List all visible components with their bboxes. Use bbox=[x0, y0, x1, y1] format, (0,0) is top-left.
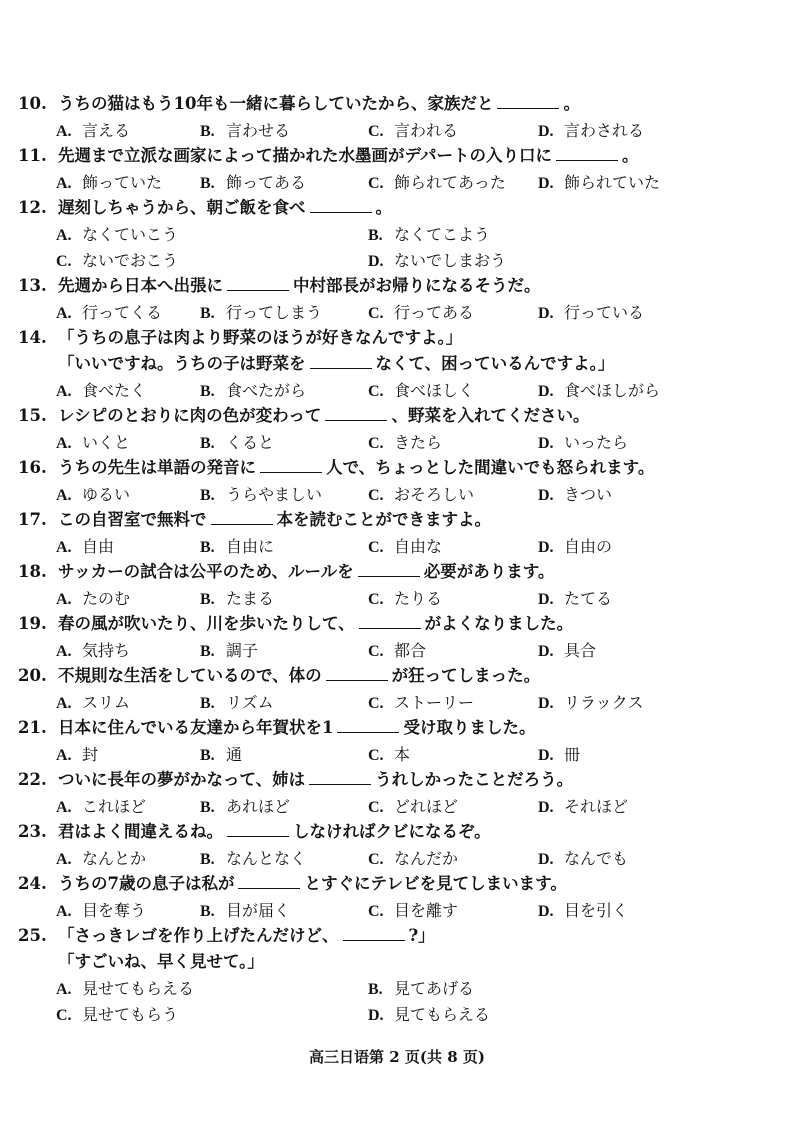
option-text: 行ってある bbox=[394, 303, 475, 322]
option-letter: C. bbox=[56, 253, 72, 270]
stem-text-after: 人で、ちょっとした間違いでも怒られます。 bbox=[326, 458, 655, 477]
answer-option[interactable] bbox=[538, 536, 612, 559]
option-text: 飾っていた bbox=[82, 173, 163, 192]
answer-option[interactable] bbox=[368, 380, 474, 403]
option-text: 目を引く bbox=[564, 901, 629, 920]
option-text: きつい bbox=[564, 485, 613, 504]
option-text: ゆるい bbox=[82, 485, 131, 504]
option-text: 食べたく bbox=[82, 381, 147, 400]
question-stem bbox=[18, 718, 535, 738]
option-text: あれほど bbox=[226, 797, 291, 816]
option-letter: B. bbox=[200, 175, 215, 192]
option-text: 目を奪う bbox=[82, 901, 147, 920]
answer-option[interactable] bbox=[368, 120, 458, 143]
option-letter: B. bbox=[368, 227, 383, 244]
option-text: 自由に bbox=[226, 537, 275, 556]
option-letter: A. bbox=[56, 435, 72, 452]
stem-text-after: とすぐにテレビを見てしまいます。 bbox=[304, 874, 567, 893]
question-stem bbox=[18, 822, 491, 842]
option-letter: D. bbox=[538, 799, 554, 816]
stem-text: 君はよく間違えるね。 bbox=[58, 822, 223, 841]
option-letter: D. bbox=[538, 747, 554, 764]
stem-text: サッカーの試合は公平のため、ルールを bbox=[58, 562, 354, 581]
answer-option[interactable] bbox=[368, 1004, 490, 1027]
option-text: 食べほしく bbox=[394, 381, 475, 400]
question-stem bbox=[18, 562, 554, 582]
option-text: 飾ってある bbox=[226, 173, 307, 192]
option-letter: C. bbox=[368, 643, 384, 660]
option-letter: A. bbox=[56, 487, 72, 504]
option-text: たのむ bbox=[82, 589, 131, 608]
option-text: ないでおこう bbox=[82, 251, 179, 270]
option-text: 気持ち bbox=[82, 641, 131, 660]
answer-option[interactable] bbox=[56, 848, 146, 871]
option-text: なんでも bbox=[564, 849, 629, 868]
question-stem bbox=[18, 510, 491, 530]
stem-text-after: ?」 bbox=[408, 926, 435, 945]
answer-option[interactable] bbox=[200, 900, 290, 923]
option-text: 見せてもらう bbox=[82, 1005, 179, 1024]
option-letter: B. bbox=[200, 799, 215, 816]
option-text: いくと bbox=[82, 433, 131, 452]
stem-text: 「うちの息子は肉より野菜のほうが好きなんですよ。」 bbox=[58, 328, 463, 347]
stem-text-after: 、野菜を入れてください。 bbox=[391, 406, 590, 425]
answer-blank bbox=[309, 770, 371, 785]
answer-option[interactable] bbox=[200, 484, 322, 507]
option-text: ないでしまおう bbox=[394, 251, 507, 270]
stem-text: 日本に住んでいる友達から年賀状を1 bbox=[58, 718, 334, 737]
stem-text: この自習室で無料で bbox=[58, 510, 207, 529]
option-letter: D. bbox=[538, 903, 554, 920]
option-letter: A. bbox=[56, 539, 72, 556]
option-letter: B. bbox=[200, 123, 215, 140]
answer-option[interactable] bbox=[200, 848, 306, 871]
option-letter: C. bbox=[368, 591, 384, 608]
stem-text-after: 。 bbox=[622, 146, 639, 165]
option-letter: A. bbox=[56, 591, 72, 608]
answer-option[interactable] bbox=[56, 250, 178, 273]
answer-option[interactable] bbox=[56, 1004, 178, 1027]
answer-blank bbox=[358, 562, 420, 577]
question-number: 20. bbox=[18, 666, 47, 685]
stem-text: 「すごいね、早く見せて。」 bbox=[58, 952, 264, 971]
option-letter: D. bbox=[538, 175, 554, 192]
option-letter: C. bbox=[368, 799, 384, 816]
option-letter: B. bbox=[200, 305, 215, 322]
question-number: 25. bbox=[18, 926, 47, 945]
answer-option[interactable] bbox=[200, 432, 274, 455]
option-letter: A. bbox=[56, 851, 72, 868]
option-letter: C. bbox=[368, 175, 384, 192]
option-letter: A. bbox=[56, 123, 72, 140]
option-text: 行ってしまう bbox=[226, 303, 323, 322]
option-text: なんだか bbox=[394, 849, 459, 868]
question-number: 17. bbox=[18, 510, 47, 529]
option-text: きたら bbox=[394, 433, 443, 452]
stem-text-after: 本を読むことができますよ。 bbox=[276, 510, 491, 529]
option-text: 飾られてあった bbox=[394, 173, 506, 192]
option-text: 見てあげる bbox=[394, 979, 475, 998]
answer-option[interactable] bbox=[538, 900, 628, 923]
answer-option[interactable] bbox=[56, 744, 98, 767]
option-letter: B. bbox=[200, 539, 215, 556]
option-text: 目を離す bbox=[394, 901, 459, 920]
option-text: たてる bbox=[564, 589, 613, 608]
option-text: 自由 bbox=[82, 537, 115, 556]
option-text: 言える bbox=[82, 121, 131, 140]
answer-option[interactable] bbox=[56, 588, 130, 611]
answer-option[interactable] bbox=[368, 744, 410, 767]
answer-blank bbox=[310, 198, 372, 213]
question-number: 22. bbox=[18, 770, 47, 789]
answer-option[interactable] bbox=[368, 302, 474, 325]
answer-option[interactable] bbox=[538, 588, 612, 611]
stem-text-after: が狂ってしまった。 bbox=[391, 666, 541, 685]
option-letter: D. bbox=[538, 539, 554, 556]
answer-option[interactable] bbox=[538, 120, 644, 143]
option-text: なんとか bbox=[82, 849, 147, 868]
question-stem bbox=[18, 770, 573, 790]
option-letter: A. bbox=[56, 903, 72, 920]
option-text: 封 bbox=[82, 745, 99, 764]
option-letter: D. bbox=[538, 383, 554, 400]
stem-text: うちの先生は単語の発音に bbox=[58, 458, 256, 477]
answer-option[interactable] bbox=[538, 640, 596, 663]
question-stem bbox=[18, 328, 462, 348]
answer-option[interactable] bbox=[200, 380, 306, 403]
option-text: 行っている bbox=[564, 303, 645, 322]
answer-blank bbox=[359, 614, 421, 629]
option-text: うらやましい bbox=[226, 485, 323, 504]
answer-option[interactable] bbox=[368, 900, 458, 923]
option-text: 言われる bbox=[394, 121, 459, 140]
answer-blank bbox=[227, 276, 289, 291]
answer-blank bbox=[211, 510, 273, 525]
option-letter: A. bbox=[56, 981, 72, 998]
question-number: 10. bbox=[18, 94, 47, 113]
answer-option[interactable] bbox=[538, 432, 628, 455]
option-letter: D. bbox=[538, 123, 554, 140]
stem-text: 「さっきレゴを作り上げたんだけど、 bbox=[58, 926, 339, 945]
answer-option[interactable] bbox=[538, 302, 644, 325]
stem-text: 遅刻しちゃうから、朝ご飯を食べ bbox=[58, 198, 306, 217]
question-number: 11. bbox=[18, 146, 47, 165]
option-letter: B. bbox=[200, 695, 215, 712]
answer-option[interactable] bbox=[200, 744, 242, 767]
option-letter: D. bbox=[538, 591, 554, 608]
option-text: なくてこよう bbox=[394, 225, 491, 244]
question-number: 16. bbox=[18, 458, 47, 477]
stem-text-after: がよくなりました。 bbox=[424, 614, 574, 633]
stem-text-after: なくて、困っているんですよ。」 bbox=[375, 354, 615, 373]
stem-text: 先週から日本へ出張に bbox=[58, 276, 223, 295]
stem-text: 不規則な生活をしているので、体の bbox=[58, 666, 322, 685]
option-letter: B. bbox=[200, 591, 215, 608]
answer-option[interactable] bbox=[200, 536, 274, 559]
answer-blank bbox=[556, 146, 618, 161]
answer-option[interactable] bbox=[200, 796, 290, 819]
option-letter: D. bbox=[368, 1007, 384, 1024]
answer-option[interactable] bbox=[368, 172, 506, 195]
answer-option[interactable] bbox=[56, 120, 130, 143]
answer-option[interactable] bbox=[56, 432, 130, 455]
option-text: リラックス bbox=[564, 693, 644, 712]
option-text: リズム bbox=[226, 693, 274, 712]
stem-text: レシピのとおりに肉の色が変わって bbox=[58, 406, 322, 425]
answer-blank bbox=[497, 94, 559, 109]
option-text: 言わされる bbox=[564, 121, 645, 140]
option-text: 食べたがら bbox=[226, 381, 307, 400]
answer-blank bbox=[326, 666, 388, 681]
question-number: 14. bbox=[18, 328, 47, 347]
answer-blank bbox=[310, 354, 372, 369]
answer-option[interactable] bbox=[200, 120, 290, 143]
option-text: くると bbox=[226, 433, 275, 452]
answer-option[interactable] bbox=[368, 432, 442, 455]
option-text: なんとなく bbox=[226, 849, 307, 868]
stem-text: 「いいですね。うちの子は野菜を bbox=[58, 354, 306, 373]
option-letter: A. bbox=[56, 227, 72, 244]
option-letter: B. bbox=[200, 643, 215, 660]
option-text: 具合 bbox=[564, 641, 597, 660]
option-text: 自由の bbox=[564, 537, 613, 556]
option-letter: C. bbox=[368, 305, 384, 322]
question-stem bbox=[18, 458, 654, 478]
option-text: 食べほしがら bbox=[564, 381, 661, 400]
answer-option[interactable] bbox=[538, 484, 612, 507]
option-text: 調子 bbox=[226, 641, 259, 660]
answer-option[interactable] bbox=[200, 692, 274, 715]
option-letter: B. bbox=[200, 747, 215, 764]
answer-option[interactable] bbox=[368, 692, 474, 715]
stem-text-after: 。 bbox=[375, 198, 392, 217]
option-text: これほど bbox=[82, 797, 147, 816]
answer-option[interactable] bbox=[56, 640, 130, 663]
answer-option[interactable] bbox=[56, 900, 146, 923]
option-letter: C. bbox=[368, 435, 384, 452]
answer-option[interactable] bbox=[200, 172, 306, 195]
option-letter: D. bbox=[368, 253, 384, 270]
question-number: 18. bbox=[18, 562, 47, 581]
option-letter: A. bbox=[56, 695, 72, 712]
option-letter: D. bbox=[538, 305, 554, 322]
question-number: 13. bbox=[18, 276, 47, 295]
option-letter: C. bbox=[368, 851, 384, 868]
option-text: 飾られていた bbox=[564, 173, 661, 192]
option-letter: A. bbox=[56, 175, 72, 192]
answer-option[interactable] bbox=[56, 172, 162, 195]
answer-option[interactable] bbox=[368, 536, 442, 559]
option-letter: B. bbox=[200, 383, 215, 400]
answer-blank bbox=[343, 926, 405, 941]
option-text: どれほど bbox=[394, 797, 459, 816]
question-number: 23. bbox=[18, 822, 47, 841]
answer-option[interactable] bbox=[56, 484, 130, 507]
option-text: おそろしい bbox=[394, 485, 475, 504]
option-text: 目が届く bbox=[226, 901, 291, 920]
option-letter: C. bbox=[368, 695, 384, 712]
option-letter: B. bbox=[200, 435, 215, 452]
option-text: 行ってくる bbox=[82, 303, 163, 322]
answer-option[interactable] bbox=[368, 250, 506, 273]
page-footer: 高三日语第 2 页(共 8 页) bbox=[309, 1048, 485, 1066]
option-text: 本 bbox=[394, 745, 411, 764]
answer-option[interactable] bbox=[368, 978, 474, 1001]
option-letter: C. bbox=[368, 123, 384, 140]
option-letter: D. bbox=[538, 851, 554, 868]
option-text: なくていこう bbox=[82, 225, 179, 244]
stem-text: ついに長年の夢がかなって、姉は bbox=[58, 770, 306, 789]
option-text: 見てもらえる bbox=[394, 1005, 491, 1024]
option-letter: A. bbox=[56, 305, 72, 322]
question-stem bbox=[18, 94, 580, 114]
option-text: 都合 bbox=[394, 641, 427, 660]
option-text: スリム bbox=[82, 693, 131, 712]
stem-text-after: うれしかったことだろう。 bbox=[375, 770, 574, 789]
answer-option[interactable] bbox=[56, 796, 146, 819]
option-letter: A. bbox=[56, 643, 72, 660]
question-number: 21. bbox=[18, 718, 47, 737]
answer-option[interactable] bbox=[368, 588, 442, 611]
question-stem-line2 bbox=[58, 354, 614, 374]
option-text: たまる bbox=[226, 589, 275, 608]
question-number: 12. bbox=[18, 198, 47, 217]
question-number: 15. bbox=[18, 406, 47, 425]
question-stem bbox=[18, 198, 392, 218]
option-text: 通 bbox=[226, 745, 243, 764]
option-letter: C. bbox=[368, 747, 384, 764]
stem-text: うちの猫はもう10年も一緒に暮らしていたから、家族だと bbox=[58, 94, 494, 113]
option-text: それほど bbox=[564, 797, 629, 816]
option-text: 言わせる bbox=[226, 121, 291, 140]
answer-option[interactable] bbox=[56, 302, 162, 325]
stem-text: うちの7歳の息子は私が bbox=[58, 874, 235, 893]
stem-text-after: 受け取りました。 bbox=[403, 718, 536, 737]
answer-blank bbox=[238, 874, 300, 889]
option-letter: A. bbox=[56, 383, 72, 400]
question-stem bbox=[18, 406, 589, 426]
answer-blank bbox=[260, 458, 322, 473]
stem-text: 先週まで立派な画家によって描かれた水墨画がデパートの入り口に bbox=[58, 146, 553, 165]
option-letter: B. bbox=[200, 851, 215, 868]
answer-option[interactable] bbox=[56, 224, 178, 247]
stem-text-after: 中村部長がお帰りになるそうだ。 bbox=[293, 276, 541, 295]
option-letter: C. bbox=[368, 539, 384, 556]
question-stem bbox=[18, 614, 573, 634]
question-stem bbox=[18, 146, 639, 166]
option-letter: C. bbox=[56, 1007, 72, 1024]
option-letter: C. bbox=[368, 903, 384, 920]
answer-option[interactable] bbox=[56, 978, 194, 1001]
option-letter: C. bbox=[368, 383, 384, 400]
option-text: 自由な bbox=[394, 537, 443, 556]
option-text: ストーリー bbox=[394, 693, 475, 712]
option-text: 見せてもらえる bbox=[82, 979, 195, 998]
option-text: 冊 bbox=[564, 745, 581, 764]
option-text: いったら bbox=[564, 433, 629, 452]
stem-text-after: しなければクビになるぞ。 bbox=[293, 822, 491, 841]
answer-option[interactable] bbox=[56, 380, 146, 403]
answer-option[interactable] bbox=[538, 848, 628, 871]
answer-option[interactable] bbox=[368, 224, 490, 247]
option-letter: A. bbox=[56, 747, 72, 764]
answer-option[interactable] bbox=[538, 692, 644, 715]
option-letter: A. bbox=[56, 799, 72, 816]
option-letter: B. bbox=[200, 487, 215, 504]
stem-text: 春の風が吹いたり、川を歩いたりして、 bbox=[58, 614, 355, 633]
question-number: 24. bbox=[18, 874, 47, 893]
answer-option[interactable] bbox=[538, 744, 580, 767]
answer-blank bbox=[325, 406, 387, 421]
option-letter: B. bbox=[368, 981, 383, 998]
answer-option[interactable] bbox=[56, 692, 130, 715]
question-stem bbox=[18, 276, 541, 296]
option-letter: D. bbox=[538, 695, 554, 712]
question-stem-line2 bbox=[58, 952, 264, 972]
question-stem bbox=[18, 666, 540, 686]
option-letter: D. bbox=[538, 487, 554, 504]
answer-blank bbox=[227, 822, 289, 837]
answer-option[interactable] bbox=[538, 172, 660, 195]
answer-option[interactable] bbox=[368, 848, 458, 871]
answer-option[interactable] bbox=[200, 302, 322, 325]
option-letter: D. bbox=[538, 435, 554, 452]
answer-option[interactable] bbox=[200, 588, 274, 611]
option-letter: C. bbox=[368, 487, 384, 504]
answer-option[interactable] bbox=[56, 536, 114, 559]
question-number: 19. bbox=[18, 614, 47, 633]
answer-option[interactable] bbox=[538, 380, 660, 403]
option-letter: B. bbox=[200, 903, 215, 920]
answer-option[interactable] bbox=[368, 484, 474, 507]
question-stem bbox=[18, 926, 435, 946]
answer-option[interactable] bbox=[368, 796, 458, 819]
option-text: たりる bbox=[394, 589, 443, 608]
stem-text-after: 必要があります。 bbox=[423, 562, 555, 581]
option-letter: D. bbox=[538, 643, 554, 660]
answer-blank bbox=[337, 718, 399, 733]
answer-option[interactable] bbox=[368, 640, 426, 663]
stem-text-after: 。 bbox=[563, 94, 580, 113]
answer-option[interactable] bbox=[538, 796, 628, 819]
question-stem bbox=[18, 874, 567, 894]
answer-option[interactable] bbox=[200, 640, 258, 663]
